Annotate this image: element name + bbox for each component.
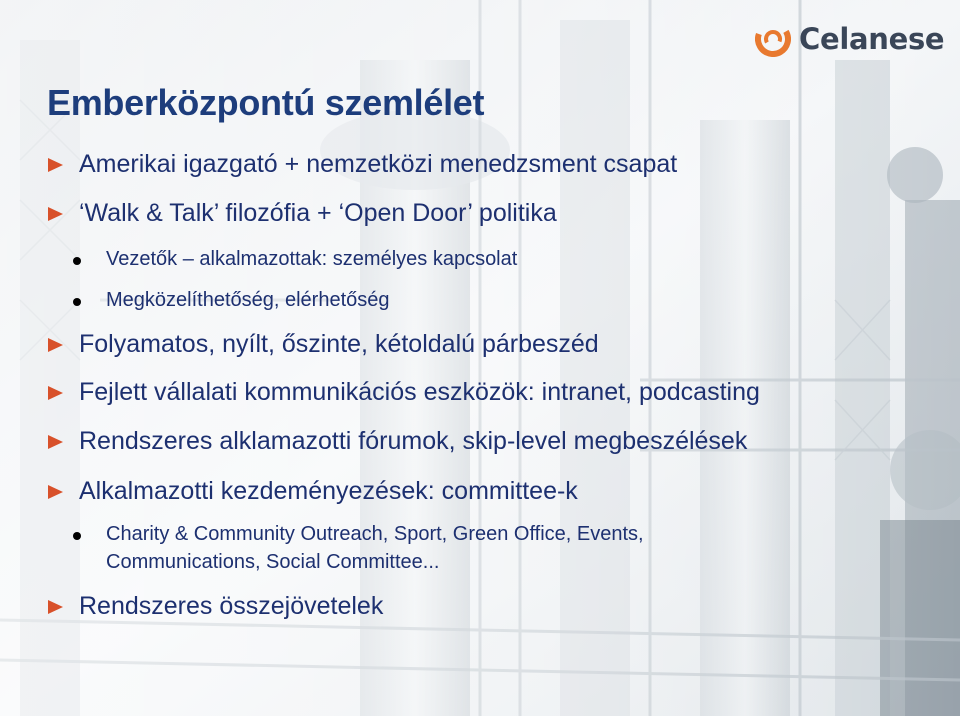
bullet-item xyxy=(48,150,677,179)
sub-bullet-item xyxy=(73,286,390,314)
sub-bullet-item xyxy=(73,520,644,576)
bullet-text: Alkalmazotti kezdeményezések: committee-k xyxy=(79,477,578,505)
bullet-text: ‘Walk & Talk’ filozófia + ‘Open Door’ politika xyxy=(79,199,557,227)
sub-bullet-text: Megközelíthetőség, elérhetőség xyxy=(106,289,390,311)
bullet-arrow-icon xyxy=(48,338,63,352)
celanese-swirl-icon xyxy=(755,21,791,57)
bullet-item xyxy=(48,592,383,621)
sub-bullet-text-line1: Charity & Community Outreach, Sport, Green Office, Events, xyxy=(106,523,644,545)
celanese-logo xyxy=(755,18,944,60)
bullet-arrow-icon xyxy=(48,435,63,449)
bullet-item xyxy=(48,427,747,456)
bullet-text: Amerikai igazgató + nemzetközi menedzsment csapat xyxy=(79,150,678,178)
bullet-item xyxy=(48,477,578,506)
bullet-item xyxy=(48,330,599,359)
bullet-dot-icon xyxy=(73,298,81,306)
slide-title: Emberközpontú szemlélet xyxy=(47,82,485,123)
sub-bullet-text: Vezetők – alkalmazottak: személyes kapcsolat xyxy=(106,248,518,270)
bullet-item xyxy=(48,199,557,228)
bullet-item xyxy=(48,378,760,407)
bullet-text: Folyamatos, nyílt, őszinte, kétoldalú párbeszéd xyxy=(79,330,599,358)
bullet-arrow-icon xyxy=(48,485,63,499)
bullet-arrow-icon xyxy=(48,158,63,172)
bullet-text: Fejlett vállalati kommunikációs eszközök: intranet, podcasting xyxy=(79,378,760,406)
sub-bullet-item xyxy=(73,245,517,273)
bullet-dot-icon xyxy=(73,532,81,540)
bullet-arrow-icon xyxy=(48,386,63,400)
bullet-arrow-icon xyxy=(48,600,63,614)
bullet-arrow-icon xyxy=(48,207,63,221)
bullet-dot-icon xyxy=(73,257,81,265)
logo-text: Celanese xyxy=(799,22,945,56)
bullet-text: Rendszeres összejövetelek xyxy=(79,592,384,620)
sub-bullet-text-line2: Communications, Social Committee... xyxy=(106,551,440,573)
bullet-text: Rendszeres alklamazotti fórumok, skip-level megbeszélések xyxy=(79,427,748,455)
